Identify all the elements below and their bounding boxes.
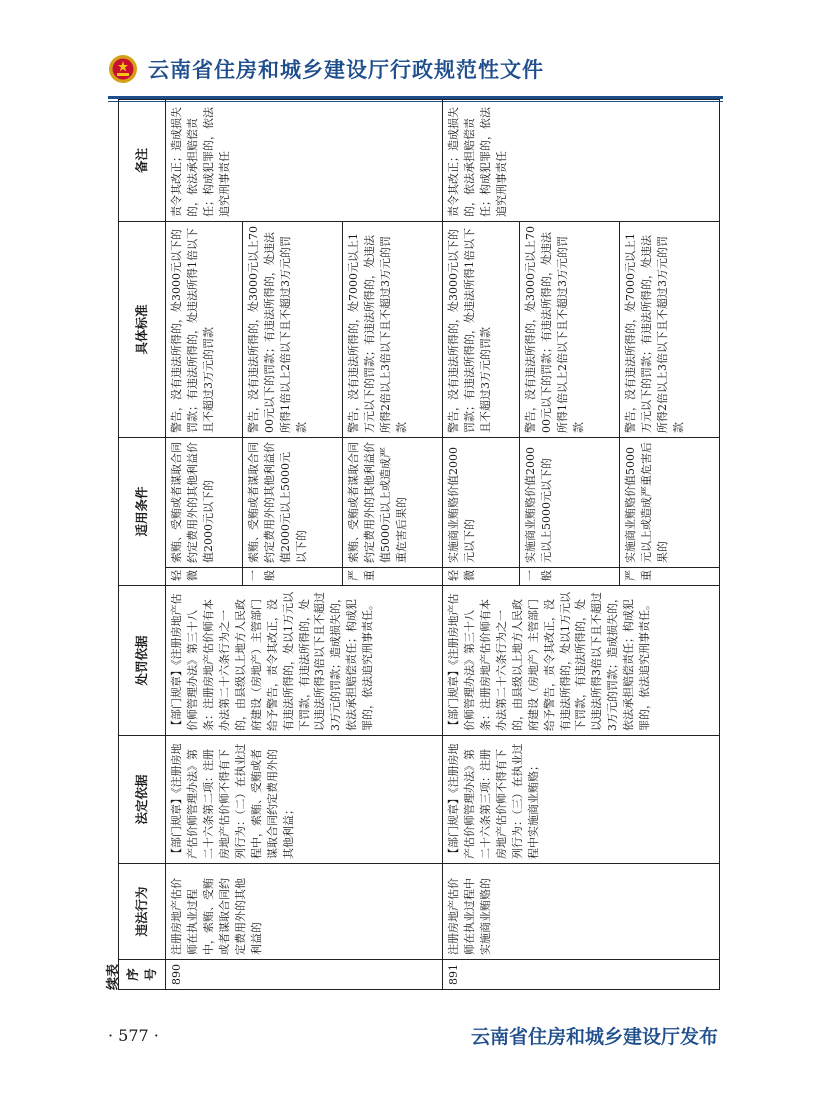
row-penalty-basis: 【部门规章】《注册房地产估价师管理办法》第三十八条：注册房地产估价师有本办法第二十六条行为之一的，由县级以上地方人民政府建设（房地产）主管部门给予警告，责令其改正，没有违法所得的，处以1万元以下罚款，有违法所得的，处以违法所得3倍以下且不超过3万元的罚款；造成损失的，依法承担赔偿责任；构成犯罪的，依法追究刑事责任。 [166,586,443,736]
level-label: 轻微 [442,568,519,586]
standard-cell: 警告，没有违法所得的，处3000元以下的罚款；有违法所得的，处违法所得1倍以下且不超过3万元的罚款 [442,221,519,437]
row-remark: 责令其改正；造成损失的，依法承担赔偿责任；构成犯罪的，依法追究刑事责任 [442,99,719,221]
standard-cell: 警告，没有违法所得的，处3000元以上7000元以下的罚款；有违法所得的，处违法所得1倍以上2倍以下且不超过3万元的罚款 [243,221,343,437]
level-label: 一般 [243,568,343,586]
condition-cell: 实施商业贿赂价值2000元以上5000元以下的 [520,437,620,567]
row-legal-basis: 【部门规章】《注册房地产估价师管理办法》第二十六条第三项：注册房地产估价师不得有下列行为：（三）在执业过程中实施商业贿赂； [442,736,719,864]
row-violation: 注册房地产估价师在执业过程中，索贿、受贿或者谋取合同约定费用外的其他利益的 [166,864,443,960]
level-label: 严重 [620,568,720,586]
level-label: 严重 [343,568,443,586]
standard-cell: 警告，没有违法所得的，处3000元以下的罚款；有违法所得的，处违法所得1倍以下且不超过3万元的罚款 [166,221,243,437]
col-seq: 序号 [119,960,166,990]
continued-label: 续表 [106,963,121,990]
document-title: 云南省住房和城乡建设厅行政规范性文件 [148,58,544,82]
table-row [442,99,519,989]
document-header [108,50,728,94]
col-penalty-basis: 处罚依据 [119,586,166,736]
penalty-table [118,99,720,990]
row-violation: 注册房地产估价师在执业过程中实施商业贿赂的 [442,864,719,960]
standard-cell: 警告，没有违法所得的，处7000元以上1万元以下的罚款；有违法所得的，处违法所得2倍以上3倍以下且不超过3万元的罚款 [343,221,443,437]
condition-cell: 索贿、受贿或者谋取合同约定费用外的其他利益价值2000元以下的 [166,437,243,567]
col-legal-basis: 法定依据 [119,736,166,864]
standard-cell: 警告，没有违法所得的，处7000元以上1万元以下的罚款；有违法所得的，处违法所得2倍以上3倍以下且不超过3万元的罚款 [620,221,720,437]
row-seq: 891 [442,960,719,990]
rotated-table-container [102,100,722,990]
publisher-label: 云南省住房和城乡建设厅发布 [470,1026,718,1048]
col-condition: 适用条件 [119,437,166,585]
level-label: 轻微 [166,568,243,586]
standard-cell: 警告，没有违法所得的，处3000元以上7000元以下的罚款；有违法所得的，处违法所得1倍以上2倍以下且不超过3万元的罚款 [520,221,620,437]
condition-cell: 实施商业贿赂价值2000元以下的 [442,437,519,567]
row-legal-basis: 【部门规章】《注册房地产估价师管理办法》第二十六条第二项：注册房地产估价师不得有下列行为：（二）在执业过程中，索贿、受贿或者谋取合同约定费用外的其他利益； [166,736,443,864]
condition-cell: 索贿、受贿或者谋取合同约定费用外的其他利益价值5000元以上或造成严重危害后果的 [343,437,443,567]
page-number: · 577 · [108,1026,159,1045]
condition-cell: 实施商业贿赂价值5000元以上或造成严重危害后果的 [620,437,720,567]
row-penalty-basis: 【部门规章】《注册房地产估价师管理办法》第三十八条：注册房地产估价师有本办法第二十六条行为之一的，由县级以上地方人民政府建设（房地产）主管部门给予警告，责令其改正，没有违法所得的，处以1万元以下罚款，有违法所得的，处以违法所得3倍以下且不超过3万元的罚款；造成损失的，依法承担赔偿责任；构成犯罪的，依法追究刑事责任。 [442,586,719,736]
row-remark: 责令其改正；造成损失的，依法承担赔偿责任；构成犯罪的，依法追究刑事责任 [166,99,443,221]
condition-cell: 索贿、受贿或者谋取合同约定费用外的其他利益价值2000元以上5000元以下的 [243,437,343,567]
col-standard: 具体标准 [119,221,166,437]
level-label: 一般 [520,568,620,586]
table-row [166,99,243,989]
table-header-row [119,99,166,989]
row-seq: 890 [166,960,443,990]
col-violation: 违法行为 [119,864,166,960]
national-emblem-icon [108,54,138,84]
col-remark: 备注 [119,99,166,221]
